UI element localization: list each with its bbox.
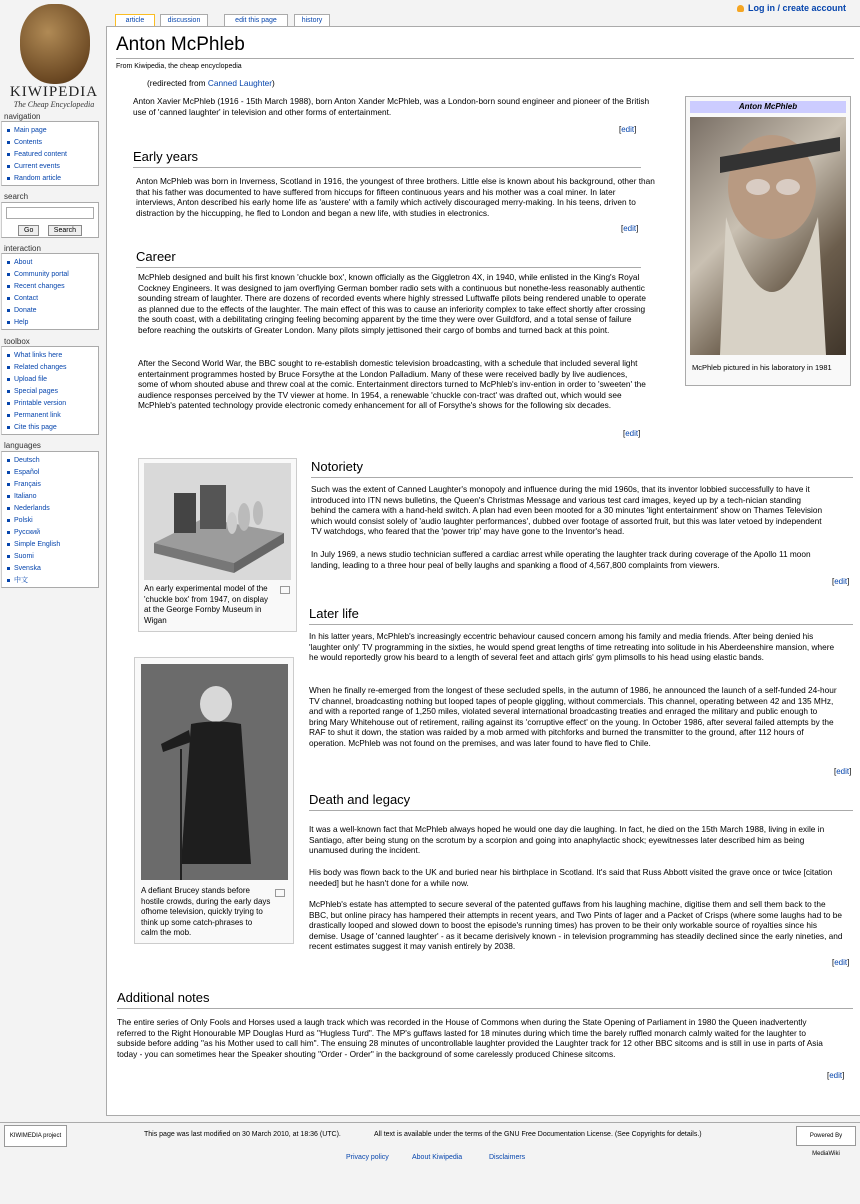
- license-notice: All text is available under the terms of the GNU Free Documentation License. (See Copyrights for details.): [374, 1131, 702, 1138]
- amplifier-illustration: [144, 463, 291, 580]
- nav-item-current-events[interactable]: Current events: [7, 161, 98, 173]
- search-title: search: [4, 192, 29, 201]
- heading-early-years: Early years: [133, 149, 199, 164]
- nav-item-contents[interactable]: Contents: [7, 137, 98, 149]
- section-divider: [133, 167, 641, 168]
- lang-item[interactable]: Deutsch: [7, 455, 98, 467]
- death-paragraph-1: It was a well-known fact that McPhleb always hoped he would one day die laughing. In fact, he died on the 15th March 1988, living in exile in Santiago, after being stung on the scrotum by a scorpion and going into anaphylactic shock; eyewitnesses later described him as being unamused during the incident.: [309, 824, 825, 856]
- lang-item[interactable]: Español: [7, 467, 98, 479]
- death-paragraph-3: McPhleb's estate has attempted to secure several of the patented guffaws from his laughing machine, digitise them and sell them back to the BBC, but online piracy has hampered their attempts in recent years, and Two Pints of lager and a Packet of Crisps (where some laughs had to be drastically looped and slowed down to boost the episode's running times) has proven to be their only workable source of royalties since his demise. Usage of 'canned laughter' - as it became derisively known - in television programming has steadily declined since the early nineties, and recent estimates suggest it may vanish entirely by 2038.: [309, 899, 843, 952]
- portrait-photo[interactable]: [690, 117, 846, 355]
- nav-item-about[interactable]: About: [7, 257, 98, 269]
- edit-link[interactable]: [edit]: [827, 1071, 845, 1080]
- toolbox-title: toolbox: [4, 337, 30, 346]
- search-input[interactable]: [6, 207, 94, 219]
- heading-later-life: Later life: [309, 606, 359, 621]
- notoriety-paragraph-1: Such was the extent of Canned Laughter's monopoly and influence during the mid 1960s, that its inventor lobbied successfully to have it introduced into ITN news bulletins, the Queen's Christmas Message and various test card images, keyed up by a tech-nician standing behind the camera with a hand-held switch. A plan had even been mooted for a 30 minutes 'light entertainment' show on Thames Television which would consist solely of 'audio laughter performances', dubbed over footage of assorted fruit, but this was later vetoed by independent TV watchdogs, who feared that the 'power trip' may have gone to the Inventor's head.: [311, 484, 823, 537]
- navigation-portlet: [1, 121, 99, 186]
- notoriety-paragraph-2: In July 1969, a news studio technician suffered a cardiac arrest while operating the laughter track during coverage of the Apollo 11 moon landing, leading to a three hour peal of belly laughs and spanking a flood of 4,567,800 complaints from viewers.: [311, 549, 811, 570]
- footer-privacy[interactable]: Privacy policy: [346, 1154, 389, 1161]
- section-divider: [309, 810, 853, 811]
- infobox: [685, 96, 851, 386]
- site-logo[interactable]: [6, 2, 102, 108]
- section-divider: [117, 1008, 853, 1009]
- heading-notoriety: Notoriety: [311, 459, 364, 474]
- mediawiki-badge[interactable]: Powered By MediaWiki: [796, 1126, 856, 1146]
- tool-cite[interactable]: Cite this page: [7, 422, 98, 434]
- go-button[interactable]: Go: [18, 225, 39, 236]
- interaction-title: interaction: [4, 244, 41, 253]
- logo-tagline: The Cheap Encyclopedia: [13, 100, 95, 109]
- lang-item[interactable]: 中文: [7, 575, 98, 587]
- lang-item[interactable]: Русский: [7, 527, 98, 539]
- intro-paragraph: Anton Xavier McPhleb (1916 - 15th March 1988), born Anton Xander McPhleb, was a London-born sound engineer and pioneer of the British use of 'canned laughter' in television and other forms of entertainment.: [133, 96, 650, 117]
- tool-upload-file[interactable]: Upload file: [7, 374, 98, 386]
- interaction-portlet: [1, 253, 99, 330]
- thumb-caption: A defiant Brucey stands before hostile crowds, during the early days ofhome television, quickly trying to think up some catch-phrases to calm the mob.: [141, 886, 271, 937]
- edit-link[interactable]: [edit]: [832, 958, 850, 967]
- nav-item-random[interactable]: Random article: [7, 173, 98, 185]
- later-paragraph-1: In his latter years, McPhleb's increasingly eccentric behaviour caused concern among his family and media friends. After being denied his 'laughter only' TV programming in the sixties, he would spend great lengths of time retreating into solitude in his Aberdeenshire mansion, where he would reportedly grow his beard to a length of several feet and attach girls' gym plimsolls to his head using elastic bands.: [309, 631, 835, 663]
- lang-item[interactable]: Simple English: [7, 539, 98, 551]
- lang-item[interactable]: Svenska: [7, 563, 98, 575]
- career-paragraph-1: McPhleb designed and built his first known 'chuckle box', known officially as the Giggletron 4X, in 1940, while enlisted in the King's Royal Cockney Engineers. It was designed to jam overflying German bomber radio sets with a continuous but nonethe-less reasonably authentic sounding stream of laughter. There are dozens of recorded events where highly stressed Luftwaffe pilots being rendered unable to operate as planned due to the effects of the laughter. The main effect of this was to cause an inferiority complex to take effect shortly after crossing the south coast, with a debilitating cringing feeling becoming apparent by the time they were over Guildford, and a total sense of failure before reaching the outskirts of Greater London. Many pilots simply jettisoned their cargo of bombs and turned back at this point.: [138, 272, 646, 335]
- tab-article[interactable]: article: [115, 14, 155, 27]
- lang-item[interactable]: Suomi: [7, 551, 98, 563]
- tab-edit[interactable]: edit this page: [224, 14, 288, 27]
- section-divider: [311, 477, 853, 478]
- death-paragraph-2: His body was flown back to the UK and buried near his birthplace in Scotland. It's said that Russ Abbott visited the grave once or twice [citation needed] but he hasn't done for a while now.: [309, 867, 833, 888]
- nav-item-donate[interactable]: Donate: [7, 305, 98, 317]
- early-paragraph: Anton McPhleb was born in Inverness, Scotland in 1916, the youngest of three brothers. Little else is known about his background, other than that his father was documented to have suffered from hiccups for fifteen continuous years and his mother was a coal miner. In later interviews, Anton described his early home life as 'austere' with a family which actively discouraged merry-making. In his teens, driven to distraction by the hiccupping, he fled to London and began a new life, with studies in electronics.: [136, 176, 655, 218]
- site-sub: From Kiwipedia, the cheap encyclopedia: [116, 63, 242, 70]
- login-link[interactable]: Log in / create account: [737, 3, 846, 13]
- section-divider: [309, 624, 853, 625]
- nav-item-recent-changes[interactable]: Recent changes: [7, 281, 98, 293]
- portrait-illustration: [690, 117, 846, 355]
- languages-portlet: [1, 451, 99, 588]
- kiwi-fruit-logo-icon: [20, 4, 90, 84]
- lang-item[interactable]: Français: [7, 479, 98, 491]
- later-paragraph-2: When he finally re-emerged from the longest of these secluded spells, in the autumn of 1986, he announced the launch of a self-funded 24-hour TV channel, broadcasting nothing but looped tapes of people giggling, without commercials. This channel, operating between 42 and 135 MHz, and with a reported range of 1,250 miles, violated several international broadcasting treaties and enraged the military and public enough to bring Mary Whitehouse out of retirement, railing against its 'corruptive effect' on the young. In October 1986, after several failed attempts by the RAF to shut it down, the station was raided by a mob armed with pitchforks and burned the transmitter to the ground, after 112 hours of operation. McPhleb was not found on the premises, and was later found to have fled to Chile.: [309, 685, 837, 748]
- redirect-note: (redirected from Canned Laughter): [147, 78, 275, 88]
- brucey-photo[interactable]: [141, 664, 288, 880]
- navigation-title: navigation: [4, 112, 41, 121]
- lang-item[interactable]: Nederlands: [7, 503, 98, 515]
- toolbox-portlet: [1, 346, 99, 435]
- nav-item-help[interactable]: Help: [7, 317, 98, 329]
- edit-link[interactable]: [edit]: [621, 224, 639, 233]
- tool-what-links-here[interactable]: What links here: [7, 350, 98, 362]
- infobox-title: Anton McPhleb: [690, 101, 846, 113]
- redirect-link[interactable]: Canned Laughter: [207, 78, 272, 88]
- infobox-caption: McPhleb pictured in his laboratory in 1981: [692, 363, 832, 372]
- nav-item-community[interactable]: Community portal: [7, 269, 98, 281]
- lang-item[interactable]: Polski: [7, 515, 98, 527]
- notes-paragraph: The entire series of Only Fools and Horses used a laugh track which was recorded in the House of Commons when during the State Opening of Parliament in 1980 the Queen inadvertently referred to the Right Honourable MP Douglas Hurd as "Hugless Turd". The MP's guffaws lasted for 18 minutes during which time the barely ruffled monarch calmly waited for the laughter to subside before adding "as his Mother used to call him". The ensuing 28 minutes of uncontrollable laughter provided the Laughter track for 12 other BBC sitcoms and is still in use in parts of Asia today - you can sometimes hear the Speaker shouting "Order - Order" in the background of some carelessly produced Chinese sitcoms.: [117, 1017, 823, 1059]
- page-title: Anton McPhleb: [116, 34, 245, 55]
- heading-death-legacy: Death and legacy: [309, 792, 411, 807]
- languages-title: languages: [4, 441, 41, 450]
- kiwimedia-badge[interactable]: KIWIMEDIA project: [4, 1125, 67, 1147]
- tool-related-changes[interactable]: Related changes: [7, 362, 98, 374]
- search-button[interactable]: Search: [48, 225, 82, 236]
- user-icon: [737, 5, 744, 12]
- nav-item-main-page[interactable]: Main page: [7, 125, 98, 137]
- heading-career: Career: [136, 249, 176, 264]
- heading-additional-notes: Additional notes: [117, 990, 210, 1005]
- last-modified: This page was last modified on 30 March 2010, at 18:36 (UTC).: [144, 1131, 341, 1138]
- thumb-brucey: [134, 657, 294, 944]
- footer-divider: [0, 1122, 860, 1123]
- edit-link[interactable]: [edit]: [834, 767, 852, 776]
- career-paragraph-2: After the Second World War, the BBC sought to re-establish domestic television broadcasting, with a schedule that included several light entertainment programmes hosted by Bruce Forsythe at the London Palladium. Many of these were received badly by live audiences, some of whom shouted abuse and threw coal at the comic. Entertainment directors turned to McPhleb's inv-ention in order to 'sweeten' the audience responses perceived by the TV viewer at home. In 1954, a renewable 'chuckle con-tract' was drafted out, which would see McPhleb's patented technology provide electronic comedy enhancement for all of Forsythe's shows for the following six decades.: [138, 358, 646, 411]
- logo-wordmark: KIWIPEDIA: [9, 84, 99, 100]
- tool-special-pages[interactable]: Special pages: [7, 386, 98, 398]
- chuckle-box-image[interactable]: [144, 463, 291, 580]
- tab-discussion[interactable]: discussion: [160, 14, 208, 27]
- section-divider: [136, 267, 641, 268]
- tab-history[interactable]: history: [294, 14, 330, 27]
- title-divider: [116, 58, 854, 59]
- footer-about[interactable]: About Kiwipedia: [412, 1154, 463, 1161]
- performer-illustration: [141, 664, 288, 880]
- tool-printable-version[interactable]: Printable version: [7, 398, 98, 410]
- lang-item[interactable]: Italiano: [7, 491, 98, 503]
- edit-link[interactable]: [edit]: [832, 577, 850, 586]
- thumb-chuckle-box: [138, 458, 297, 632]
- thumb-caption: An early experimental model of the 'chuckle box' from 1947, on display at the George Fornby Museum in Wigan: [144, 584, 269, 625]
- footer-disclaimers[interactable]: Disclaimers: [489, 1154, 526, 1161]
- nav-item-featured[interactable]: Featured content: [7, 149, 98, 161]
- edit-link[interactable]: [edit]: [619, 125, 637, 134]
- edit-link[interactable]: [edit]: [623, 429, 641, 438]
- enlarge-icon[interactable]: [275, 889, 285, 897]
- search-portlet: [1, 202, 99, 238]
- enlarge-icon[interactable]: [280, 586, 290, 594]
- tool-permanent-link[interactable]: Permanent link: [7, 410, 98, 422]
- nav-item-contact[interactable]: Contact: [7, 293, 98, 305]
